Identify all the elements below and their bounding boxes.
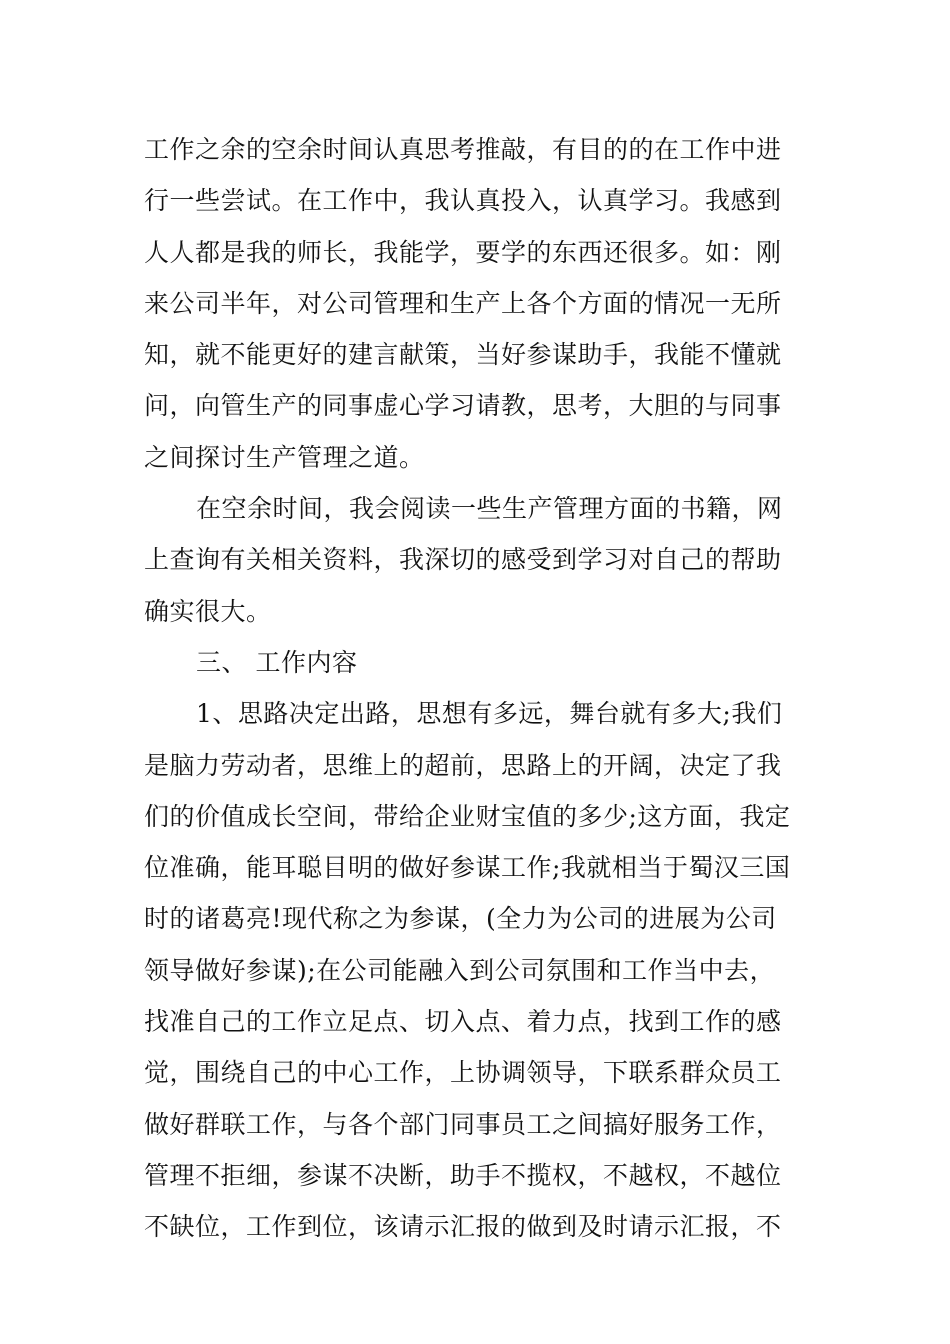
body-text: [144, 124, 812, 1253]
text-line: 来公司半年，对公司管理和生产上各个方面的情况一无所: [144, 288, 782, 318]
text-line: 时的诸葛亮!现代称之为参谋，(全力为公司的进展为公司: [144, 904, 777, 934]
text-line: 是脑力劳动者，思维上的超前，思路上的开阔，决定了我: [144, 750, 782, 780]
text-line: 知，就不能更好的建言献策，当好参谋助手，我能不懂就: [144, 340, 782, 370]
text-line: 领导做好参谋);在公司能融入到公司氛围和工作当中去，: [144, 955, 776, 985]
text-line: 在空余时间，我会阅读一些生产管理方面的书籍，网: [196, 494, 783, 524]
text-line: 做好群联工作，与各个部门同事员工之间搞好服务工作，: [144, 1109, 782, 1139]
text-line: 找准自己的工作立足点、切入点、着力点，找到工作的感: [144, 1007, 782, 1037]
text-line: 们的价值成长空间，带给企业财宝值的多少;这方面，我定: [144, 801, 791, 831]
text-line: 不缺位，工作到位，该请示汇报的做到及时请示汇报，不: [144, 1212, 782, 1242]
text-line: 觉，围绕自己的中心工作，上协调领导，下联系群众员工: [144, 1058, 782, 1088]
text-line: 问，向管生产的同事虚心学习请教，思考，大胆的与同事: [144, 391, 782, 421]
text-line: 确实很大。: [144, 596, 272, 626]
section-heading: 三、 工作内容: [196, 647, 358, 677]
text-line: 行一些尝试。在工作中，我认真投入，认真学习。我感到: [144, 186, 782, 216]
text-line: 之间探讨生产管理之道。: [144, 442, 425, 472]
text-line: 人人都是我的师长，我能学，要学的东西还很多。如：刚: [144, 237, 782, 267]
text-line: 位准确，能耳聪目明的做好参谋工作;我就相当于蜀汉三国: [144, 853, 791, 883]
text-line: 工作之余的空余时间认真思考推敲，有目的的在工作中进: [144, 135, 782, 164]
text-line: 管理不拒细，参谋不决断，助手不揽权，不越权，不越位: [144, 1160, 782, 1190]
text-line: 上查询有关相关资料，我深切的感受到学习对自己的帮助: [144, 545, 782, 575]
text-line: 1、思路决定出路，思想有多远，舞台就有多大;我们: [196, 699, 783, 729]
